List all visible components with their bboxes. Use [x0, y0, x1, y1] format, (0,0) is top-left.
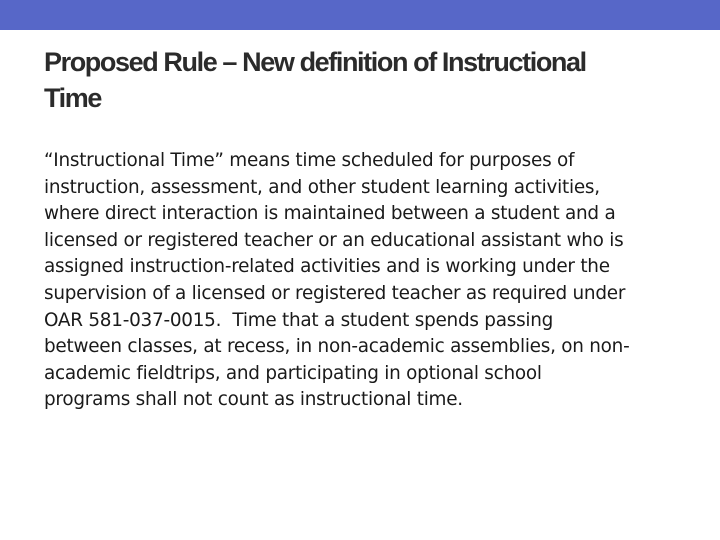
definition-line: OAR 581-037-0015. Time that a student spends passing — [44, 309, 554, 331]
slide-title-line: Proposed Rule – New definition of Instructional — [44, 47, 586, 77]
definition-line: programs shall not count as instructional time. — [44, 389, 463, 411]
top-accent-bar — [0, 0, 720, 30]
definition-line: academic fieldtrips, and participating in optional school — [44, 362, 542, 384]
definition-line: assigned instruction-related activities and is working under the — [44, 256, 610, 278]
definition-line: where direct interaction is maintained between a student and a — [44, 203, 616, 225]
definition-line: between classes, at recess, in non-academic assemblies, on non- — [44, 336, 630, 358]
definition-text — [44, 148, 684, 414]
definition-line: licensed or registered teacher or an educational assistant who is — [44, 229, 624, 251]
slide-title — [44, 44, 684, 116]
definition-line: instruction, assessment, and other student learning activities, — [44, 176, 600, 198]
definition-line: “Instructional Time” means time scheduled for purposes of — [44, 150, 575, 171]
slide-title-line: Time — [44, 83, 101, 113]
definition-line: supervision of a licensed or registered teacher as required under — [44, 282, 626, 304]
